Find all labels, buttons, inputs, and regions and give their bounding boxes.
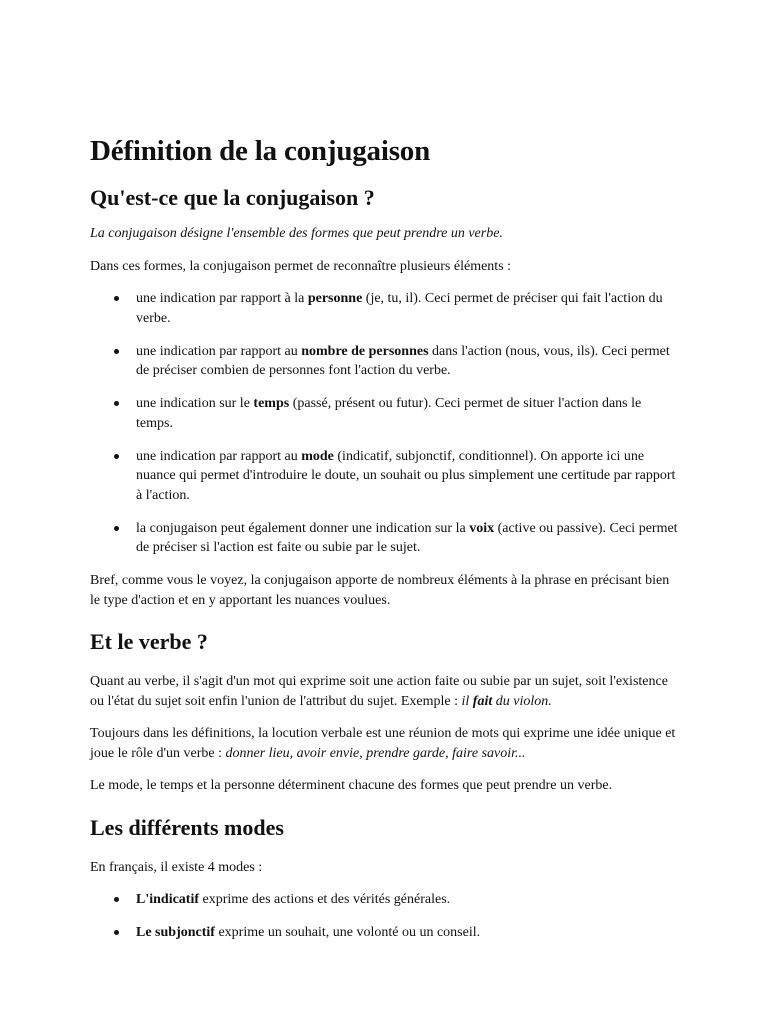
bullet-icon: [114, 526, 119, 531]
document-page: [90, 132, 680, 956]
page-title: Définition de la conjugaison: [90, 135, 431, 167]
bullet-icon: [114, 401, 119, 406]
intro-paragraph: Dans ces formes, la conjugaison permet de reconnaître plusieurs éléments :: [90, 258, 512, 274]
definition-paragraph: La conjugaison désigne l'ensemble des formes que peut prendre un verbe.: [90, 226, 503, 241]
locution-paragraph: Toujours dans les définitions, la locution verbale est une réunion de mots qui exprime une idée unique et joue le rôle d'un verbe : donner lieu, avoir envie, prendre garde, faire savoir...: [90, 726, 676, 761]
list-item: une indication sur le temps (passé, présent ou futur). Ceci permet de situer l'action dans le temps.: [90, 394, 680, 433]
list-item: L'indicatif exprime des actions et des vérités générales.: [90, 890, 680, 910]
modes-list: [90, 890, 680, 943]
mode-temps-paragraph: Le mode, le temps et la personne déterminent chacune des formes que peut prendre un verbe.: [90, 778, 613, 793]
section-heading-conjugaison: Qu'est-ce que la conjugaison ?: [90, 185, 375, 210]
conclusion-paragraph: Bref, comme vous le voyez, la conjugaison apporte de nombreux éléments à la phrase en précisant bien le type d'action et en y apportant les nuances voulues.: [90, 573, 670, 608]
section-heading-modes: Les différents modes: [90, 814, 284, 840]
section-heading-verbe: Et le verbe ?: [90, 629, 208, 654]
bullet-icon: [114, 296, 119, 301]
modes-intro-paragraph: En français, il existe 4 modes :: [90, 859, 263, 875]
verbe-paragraph: Quant au verbe, il s'agit d'un mot qui exprime soit une action faite ou subie par un sujet, soit l'existence ou l'état du sujet soit enfin l'union de l'attribut du sujet. Exemple : il fait du violon.: [90, 674, 668, 709]
bullet-icon: [114, 454, 119, 459]
elements-list: [90, 289, 680, 558]
bullet-icon: [114, 349, 119, 354]
bullet-icon: [114, 930, 119, 935]
list-item: la conjugaison peut également donner une indication sur la voix (active ou passive). Ceci permet de préciser si l'action est faite ou subie par le sujet.: [90, 519, 680, 558]
bullet-icon: [114, 897, 119, 902]
list-item: une indication par rapport au nombre de personnes dans l'action (nous, vous, ils). Ceci permet de préciser combien de personnes font l'action du verbe.: [90, 342, 680, 381]
list-item: Le subjonctif exprime un souhait, une volonté ou un conseil.: [90, 923, 680, 943]
list-item: une indication par rapport au mode (indicatif, subjonctif, conditionnel). On apporte ici une nuance qui permet d'introduire le doute, un souhait ou plus simplement une certitude par rapport à l'action.: [90, 447, 680, 506]
list-item: une indication par rapport à la personne (je, tu, il). Ceci permet de préciser qui fait l'action du verbe.: [90, 289, 680, 328]
